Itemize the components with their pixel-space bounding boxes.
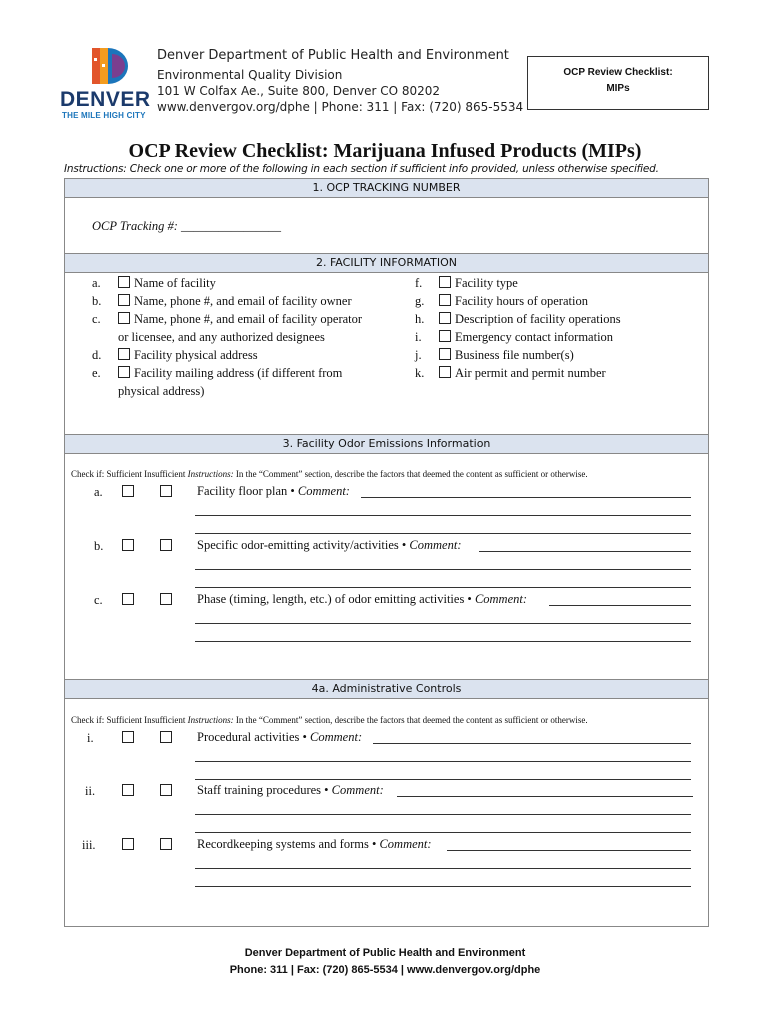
admin-item-ii-label [197,783,384,798]
sufficient-checkbox[interactable] [122,539,134,551]
check-if-label: Check if: [71,715,105,725]
item-letter: c. [92,312,101,326]
item-label: Specific odor-emitting activity/activities • [197,538,410,552]
item-label: Name, phone #, and email of facility owner [134,294,352,308]
checkbox[interactable] [439,330,451,342]
insufficient-label: Insufficient [144,715,186,725]
comment-label: Comment: [331,783,384,797]
section-administrative-controls [64,679,709,927]
comment-line[interactable] [373,743,691,744]
item-letter: b. [92,294,102,308]
department-address: 101 W Colfax Ae., Suite 800, Denver CO 80202 [157,84,441,98]
facility-item-d [118,348,258,363]
department-name: Denver Department of Public Health and Environment [157,48,509,63]
item-letter: a. [94,485,103,499]
comment-line[interactable] [447,850,691,851]
comment-line[interactable] [195,868,691,869]
logo-tagline: THE MILE HIGH CITY [62,111,146,120]
sufficient-checkbox[interactable] [122,593,134,605]
facility-item-i [439,330,613,345]
item-label: Name of facility [134,276,216,290]
comment-label: Comment: [379,837,432,851]
section-tracking-number [64,178,709,256]
page-instructions: Instructions: Check one or more of the following in each section if sufficient info provided, unless otherwise specified. [64,163,659,175]
checkbox[interactable] [439,294,451,306]
item-letter: b. [94,539,104,553]
checkbox[interactable] [439,366,451,378]
item-label-continued: or licensee, and any authorized designees [118,330,325,344]
insufficient-checkbox[interactable] [160,485,172,497]
check-if-label: Check if: [71,469,105,479]
item-letter: ii. [85,784,96,798]
facility-item-e [118,366,342,381]
insufficient-checkbox[interactable] [160,731,172,743]
comment-label: Comment: [297,484,350,498]
tracking-number-field[interactable]: OCP Tracking #: ________________ [92,219,282,233]
item-label: Name, phone #, and email of facility operator [134,312,363,326]
item-letter: h. [415,312,425,326]
check-header [71,469,588,479]
comment-label: Comment: [474,592,528,606]
footer-contact: Phone: 311 | Fax: (720) 865-5534 | www.denvergov.org/dphe [229,964,541,976]
item-label: Air permit and permit number [455,366,606,380]
instructions-text: In the “Comment” section, describe the factors that deemed the content as sufficient or otherwise. [235,469,588,479]
item-label: Business file number(s) [455,348,574,362]
facility-item-k [439,366,606,381]
facility-item-j [439,348,574,363]
item-label: Facility floor plan • [197,484,298,498]
checklist-badge [527,56,709,110]
comment-line[interactable] [195,533,691,534]
sufficient-checkbox[interactable] [122,838,134,850]
section-1-heading: 1. OCP TRACKING NUMBER [65,179,708,198]
page-title: OCP Review Checklist: Marijuana Infused Products (MIPs) [128,140,642,162]
item-label: Facility type [455,276,518,290]
insufficient-checkbox[interactable] [160,539,172,551]
item-label: Facility physical address [134,348,258,362]
sufficient-label: Sufficient [106,469,142,479]
section-odor-emissions [64,434,709,681]
insufficient-label: Insufficient [144,469,186,479]
facility-item-a [118,276,216,291]
comment-line[interactable] [195,623,691,624]
item-letter: g. [415,294,425,308]
item-letter: k. [415,366,425,380]
item-label-continued: physical address) [118,384,205,398]
item-letter: f. [415,276,423,290]
checkbox[interactable] [118,294,130,306]
odor-item-a-label [197,484,350,499]
item-letter: iii. [82,838,96,852]
checkbox[interactable] [118,276,130,288]
facility-item-g [439,294,588,309]
comment-line[interactable] [195,515,691,516]
item-label: Procedural activities • [197,730,311,744]
check-header [71,715,588,725]
insufficient-checkbox[interactable] [160,593,172,605]
checkbox[interactable] [439,312,451,324]
sufficient-checkbox[interactable] [122,784,134,796]
comment-line[interactable] [397,796,693,797]
department-contact: www.denvergov.org/dphe | Phone: 311 | Fax: (720) 865-5534 [157,100,524,114]
item-label: Phase (timing, length, etc.) of odor emitting activities • [197,592,475,606]
comment-line[interactable] [195,779,691,780]
division-name: Environmental Quality Division [157,68,343,82]
facility-item-f [439,276,518,291]
comment-line[interactable] [361,497,691,498]
admin-item-i-label [197,730,362,745]
odor-item-b-label [197,538,461,553]
item-label: Staff training procedures • [197,783,332,797]
sufficient-checkbox[interactable] [122,485,134,497]
section-2-heading: 2. FACILITY INFORMATION [65,254,708,273]
footer-department: Denver Department of Public Health and Environment [244,947,526,959]
comment-line[interactable] [195,761,691,762]
insufficient-checkbox[interactable] [160,784,172,796]
item-label: Description of facility operations [455,312,621,326]
facility-item-c [118,312,362,327]
facility-item-b [118,294,352,309]
checkbox[interactable] [439,276,451,288]
odor-item-c-label [197,592,527,607]
admin-item-iii-label [197,837,432,852]
item-letter: e. [92,366,101,380]
comment-line[interactable] [195,886,691,887]
item-letter: i. [87,731,94,745]
checkbox[interactable] [118,366,130,378]
item-letter: c. [94,593,103,607]
sufficient-checkbox[interactable] [122,731,134,743]
sufficient-label: Sufficient [106,715,142,725]
badge-line-2: MIPs [606,83,630,94]
section-facility-information [64,253,709,437]
comment-label: Comment: [409,538,462,552]
comment-label: Comment: [310,730,363,744]
instructions-label: Instructions: [187,715,234,725]
item-label: Facility hours of operation [455,294,588,308]
denver-logo [60,44,150,124]
logo-wordmark: DENVER [60,88,151,111]
item-label: Recordkeeping systems and forms • [197,837,380,851]
item-letter: d. [92,348,102,362]
comment-line[interactable] [195,641,691,642]
section-3-heading: 3. Facility Odor Emissions Information [65,435,708,454]
badge-line-1: OCP Review Checklist: [563,67,673,78]
comment-line[interactable] [195,587,691,588]
comment-line[interactable] [195,569,691,570]
facility-item-h [439,312,621,327]
comment-line[interactable] [549,605,691,606]
comment-line[interactable] [195,814,691,815]
checkbox[interactable] [118,348,130,360]
instructions-label: Instructions: [187,469,234,479]
comment-line[interactable] [195,832,691,833]
item-label: Emergency contact information [455,330,614,344]
item-label: Facility mailing address (if different from [134,366,343,380]
item-letter: i. [415,330,422,344]
instructions-text: In the “Comment” section, describe the factors that deemed the content as sufficient or otherwise. [235,715,588,725]
section-4a-heading: 4a. Administrative Controls [65,680,708,699]
item-letter: a. [92,276,101,290]
comment-line[interactable] [479,551,691,552]
checkbox[interactable] [439,348,451,360]
insufficient-checkbox[interactable] [160,838,172,850]
item-letter: j. [415,348,422,362]
checkbox[interactable] [118,312,130,324]
denver-logo-icon [90,44,130,88]
